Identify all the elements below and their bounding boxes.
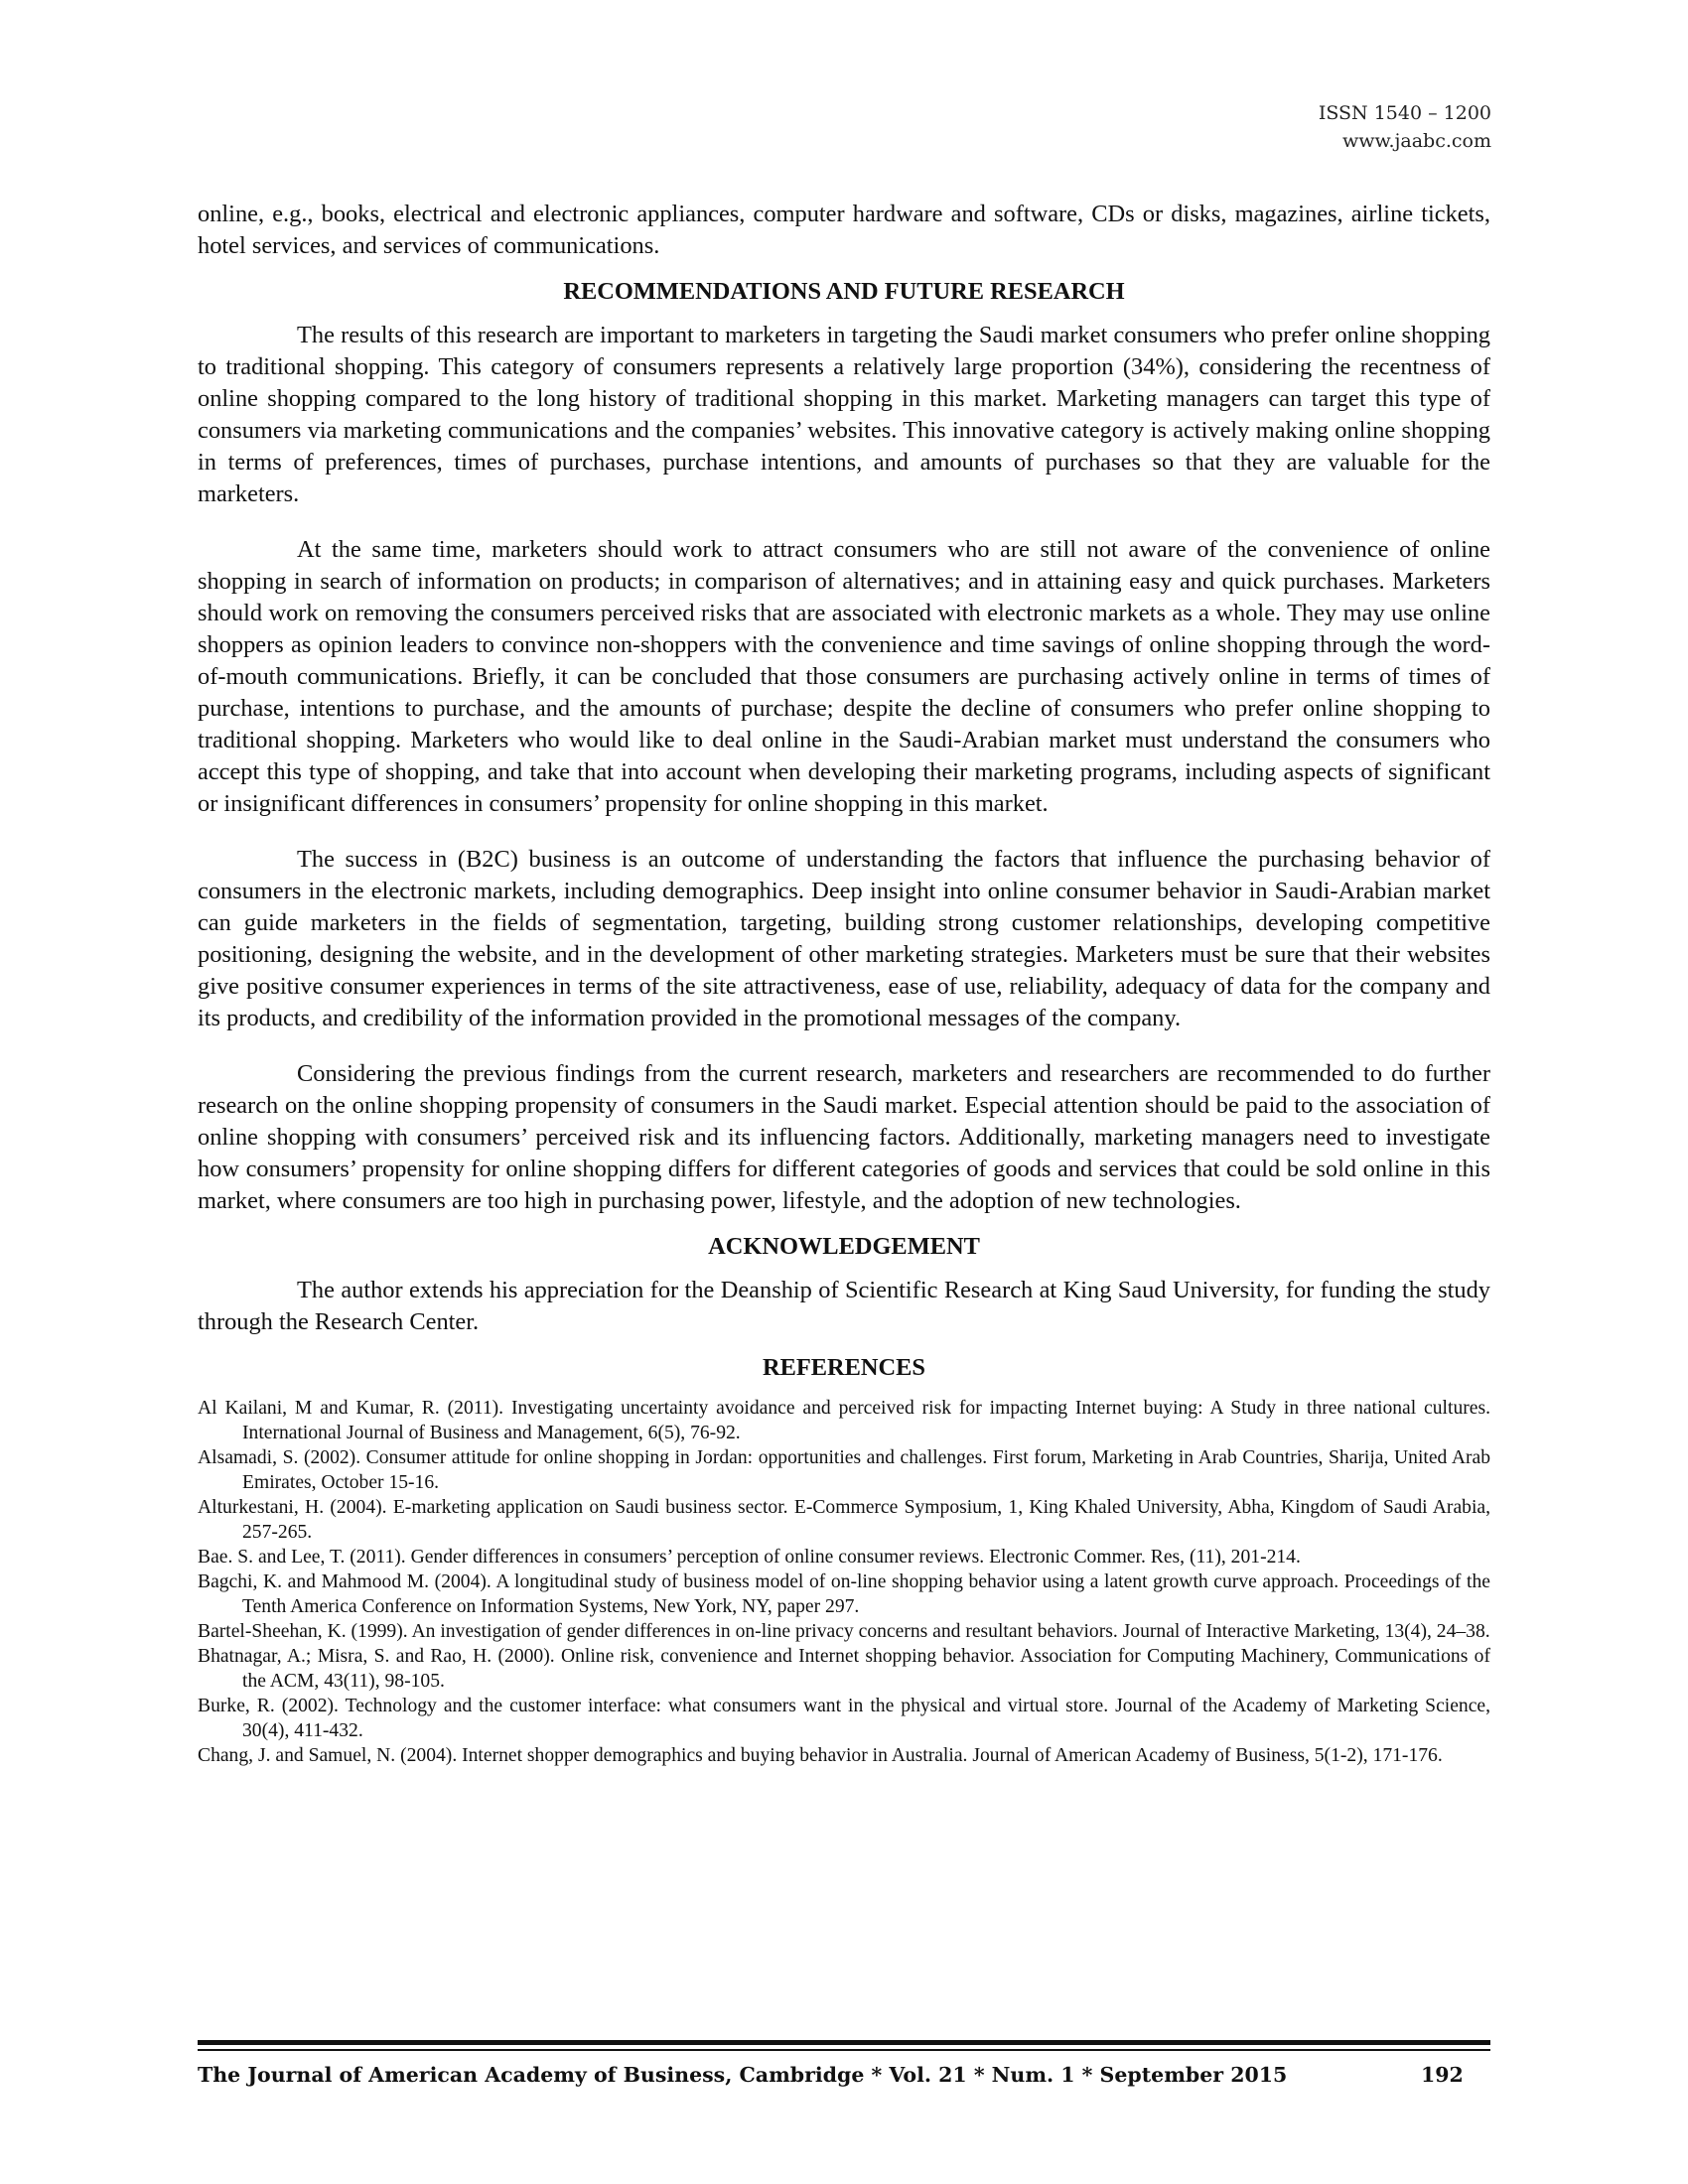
issn-label: ISSN 1540 – 1200 bbox=[1318, 102, 1491, 124]
section-heading-acknowledgement: ACKNOWLEDGEMENT bbox=[708, 1233, 980, 1260]
paragraph-recommendations-3: The success in (B2C) business is an outcome of understanding the factors that influence the purchasing behavior of consumers in the electronic markets, including demographics. Deep insight into online consumer behavior in Saudi-Arabian market can guide marketers in the fields of segmentation, targeting, building strong customer relationships, developing competitive positioning, designing the website, and in the development of other marketing strategies. Marketers must be sure that their websites give positive consumer experiences in terms of the site attractiveness, ease of use, reliability, adequacy of data for the company and its products, and credibility of the information provided in the promotional messages of the company. bbox=[198, 846, 1490, 1031]
reference-item: Alturkestani, H. (2004). E-marketing application on Saudi business sector. E-Commerce Symposium, 1, King Khaled University, Abha, Kingdom of Saudi Arabia, 257-265. bbox=[198, 1497, 1490, 1543]
footer-journal-citation: The Journal of American Academy of Business, Cambridge * Vol. 21 * Num. 1 * September 2015 bbox=[198, 2063, 1288, 2087]
reference-item: Bae. S. and Lee, T. (2011). Gender differences in consumers’ perception of online consumer reviews. Electronic Commer. Res, (11), 201-214. bbox=[198, 1547, 1301, 1568]
paragraph-recommendations-1: The results of this research are important to marketers in targeting the Saudi market consumers who prefer online shopping to traditional shopping. This category of consumers represents a relatively large proportion (34%), considering the recentness of online shopping compared to the long history of traditional shopping in this market. Marketing managers can target this type of consumers via marketing communications and the companies’ websites. This innovative category is actively making online shopping in terms of preferences, times of purchases, purchase intentions, and amounts of purchases so that they are valuable for the marketers. bbox=[198, 322, 1490, 507]
article-body bbox=[198, 199, 1490, 1768]
reference-item: Burke, R. (2002). Technology and the customer interface: what consumers want in the physical and virtual store. Journal of the Academy of Marketing Science, 30(4), 411-432. bbox=[198, 1696, 1490, 1741]
section-heading-references: REFERENCES bbox=[763, 1354, 925, 1381]
footer-rule-thick bbox=[198, 2040, 1490, 2045]
page-header bbox=[1319, 99, 1491, 155]
reference-list bbox=[198, 1396, 1490, 1768]
paragraph-acknowledgement: The author extends his appreciation for the Deanship of Scientific Research at King Saud University, for funding the study through the Research Center. bbox=[198, 1277, 1490, 1335]
paragraph-recommendations-4: Considering the previous findings from the current research, marketers and researchers are recommended to do further research on the online shopping propensity of consumers in the Saudi market. Especial attention should be paid to the association of online shopping with consumers’ perceived risk and its influencing factors. Additionally, marketing managers need to investigate how consumers’ propensity for online shopping differs for different categories of goods and services that could be sold online in this market, where consumers are too high in purchasing power, lifestyle, and the adoption of new technologies. bbox=[198, 1060, 1490, 1214]
website-link[interactable]: www.jaabc.com bbox=[1341, 130, 1491, 152]
reference-item: Chang, J. and Samuel, N. (2004). Internet shopper demographics and buying behavior in Australia. Journal of American Academy of Business, 5(1-2), 171-176. bbox=[198, 1745, 1443, 1766]
reference-item: Bartel-Sheehan, K. (1999). An investigation of gender differences in on-line privacy concerns and resultant behaviors. Journal of Interactive Marketing, 13(4), 24–38. bbox=[198, 1621, 1490, 1642]
paragraph-recommendations-2: At the same time, marketers should work to attract consumers who are still not aware of the convenience of online shopping in search of information on products; in comparison of alternatives; and in attaining easy and quick purchases. Marketers should work on removing the consumers perceived risks that are associated with electronic markets as a whole. They may use online shoppers as opinion leaders to convince non-shoppers with the convenience and time savings of online shopping through the word-of-mouth communications. Briefly, it can be concluded that those consumers are purchasing actively online in terms of times of purchase, intentions to purchase, and the amounts of purchase; despite the decline of consumers who prefer online shopping to traditional shopping. Marketers who would like to deal online in the Saudi-Arabian market must understand the consumers who accept this type of shopping, and take that into account when developing their marketing programs, including aspects of significant or insignificant differences in consumers’ propensity for online shopping in this market. bbox=[198, 536, 1490, 817]
reference-item: Al Kailani, M and Kumar, R. (2011). Investigating uncertainty avoidance and perceived risk for impacting Internet buying: A Study in three national cultures. International Journal of Business and Management, 6(5), 76-92. bbox=[198, 1398, 1490, 1443]
reference-item: Alsamadi, S. (2002). Consumer attitude for online shopping in Jordan: opportunities and challenges. First forum, Marketing in Arab Countries, Sharija, United Arab Emirates, October 15-16. bbox=[198, 1447, 1490, 1493]
page-number: 192 bbox=[1421, 2063, 1464, 2087]
reference-item: Bhatnagar, A.; Misra, S. and Rao, H. (2000). Online risk, convenience and Internet shopping behavior. Association for Computing Machinery, Communications of the ACM, 43(11), 98-105. bbox=[198, 1646, 1490, 1692]
footer-rule-thin bbox=[198, 2049, 1490, 2051]
paragraph-continued: online, e.g., books, electrical and electronic appliances, computer hardware and software, CDs or disks, magazines, airline tickets, hotel services, and services of communications. bbox=[198, 201, 1490, 259]
reference-item: Bagchi, K. and Mahmood M. (2004). A longitudinal study of business model of on-line shopping behavior using a latent growth curve approach. Proceedings of the Tenth America Conference on Information Systems, New York, NY, paper 297. bbox=[198, 1571, 1490, 1617]
section-heading-recommendations: RECOMMENDATIONS AND FUTURE RESEARCH bbox=[563, 278, 1125, 305]
